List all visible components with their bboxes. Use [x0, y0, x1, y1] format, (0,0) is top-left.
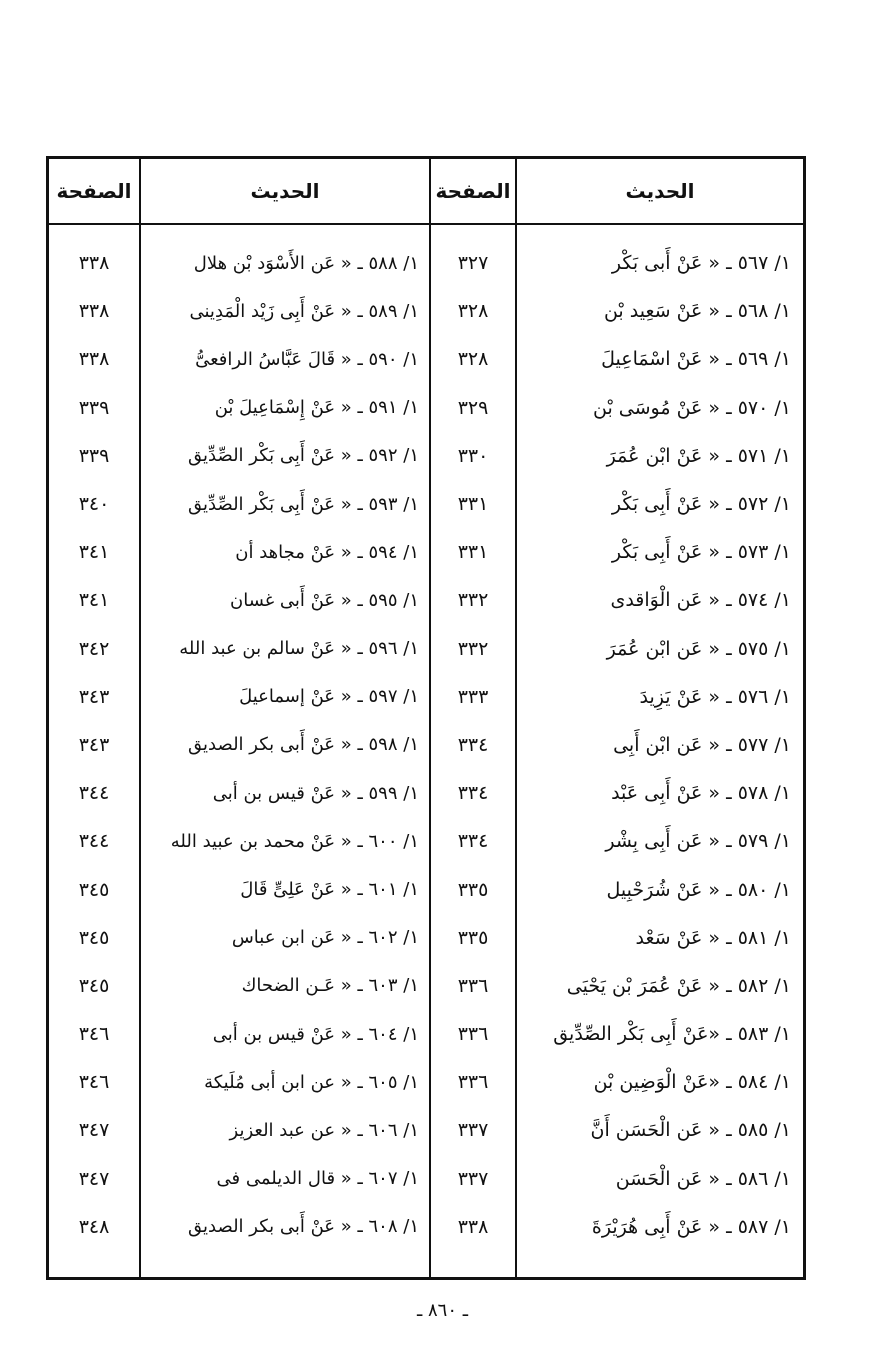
left-page-number: ٣٤٥ [78, 974, 110, 997]
right-page-number: ٣٣١ [457, 541, 489, 564]
right-hadith-entry: ١/ ٥٨٤ ـ «عَنْ الْوَضِين بْن [593, 1071, 791, 1094]
left-hadith-entry: ١/ ٥٩٧ ـ « عَنْ إسماعيلَ [239, 686, 419, 708]
right-page-number: ٣٣٧ [457, 1167, 489, 1190]
left-page-number: ٣٣٩ [78, 444, 110, 467]
right-hadith-entry: ١/ ٥٦٧ ـ « عَنْ أَبى بَكْر [611, 252, 791, 275]
left-hadith-list [141, 225, 429, 1251]
left-page-number: ٣٤١ [78, 541, 110, 564]
left-page-header: الصفحة [49, 159, 139, 225]
left-page-number: ٣٤٤ [78, 830, 110, 853]
right-hadith-entry: ١/ ٥٧٩ ـ « عَن أَبِى بِشْر [605, 830, 791, 853]
left-hadith-entry: ١/ ٦٠٠ ـ « عَنْ محمد بن عبيد الله [170, 830, 419, 852]
right-hadith-header: الحديث [517, 159, 803, 225]
left-page-number: ٣٤٧ [78, 1119, 110, 1142]
left-page-number: ٣٣٩ [78, 396, 110, 419]
right-page-list [431, 225, 515, 1251]
left-hadith-entry: ١/ ٥٩٨ ـ « عَنْ أَبى بكر الصديق [187, 734, 419, 756]
left-hadith-entry: ١/ ٦٠٤ ـ « عَنْ قيس بن أبى [212, 1023, 419, 1045]
right-page-number: ٣٢٨ [457, 300, 489, 323]
left-hadith-column [139, 159, 429, 1277]
left-hadith-entry: ١/ ٦٠٦ ـ « عن عبد العزيز [229, 1119, 419, 1141]
left-page-list [49, 225, 139, 1251]
page-number: ـ ٨٦٠ ـ [416, 1300, 468, 1321]
right-page-number: ٣٣٢ [457, 637, 489, 660]
left-hadith-entry: ١/ ٥٩٣ ـ « عَنْ أَبِى بَكْر الصِّدِّيق [187, 493, 419, 515]
right-hadith-entry: ١/ ٥٨٢ ـ « عَنْ عُمَرَ بْن يَحْيَى [566, 974, 791, 997]
right-hadith-entry: ١/ ٥٧٢ ـ « عَنْ أَبِى بَكْر [611, 493, 791, 516]
right-hadith-list [517, 225, 803, 1251]
left-hadith-entry: ١/ ٦٠٧ ـ « قال الديلمى فى [216, 1168, 419, 1190]
right-page-number: ٣٣٤ [457, 782, 489, 805]
right-page-number: ٣٣٤ [457, 830, 489, 853]
left-page-number: ٣٣٨ [78, 348, 110, 371]
right-page-number: ٣٣٨ [457, 1215, 489, 1238]
left-page-number: ٣٤١ [78, 589, 110, 612]
right-hadith-entry: ١/ ٥٦٩ ـ « عَنْ اسْمَاعِيلَ [601, 348, 791, 371]
right-page-number: ٣٢٧ [457, 252, 489, 275]
left-hadith-entry: ١/ ٥٩١ ـ « عَنْ إِسْمَاعِيلَ بْن [214, 397, 419, 419]
right-hadith-entry: ١/ ٥٦٨ ـ « عَنْ سَعِيد بْن [603, 300, 791, 323]
right-hadith-entry: ١/ ٥٧٦ ـ « عَنْ يَزِيدَ [639, 685, 791, 708]
right-page-number: ٣٣٧ [457, 1119, 489, 1142]
left-hadith-entry: ١/ ٥٩٤ ـ « عَنْ مجاهد أن [235, 541, 419, 563]
left-hadith-entry: ١/ ٥٨٩ ـ « عَنْ أَبِى زَيْد الْمَدِينى [189, 300, 419, 322]
right-hadith-entry: ١/ ٥٧٧ ـ « عَن ابْن أَبِى [613, 733, 791, 756]
left-page-number: ٣٤٤ [78, 782, 110, 805]
left-hadith-entry: ١/ ٦٠٣ ـ « عَـن الضحاك [241, 975, 419, 997]
left-hadith-entry: ١/ ٦٠١ ـ « عَنْ عَلِىٍّ قَالَ [240, 879, 419, 901]
left-page-number: ٣٤٣ [78, 733, 110, 756]
left-page-number: ٣٤٥ [78, 878, 110, 901]
right-hadith-entry: ١/ ٥٨٦ ـ « عَن الْحَسَن [615, 1167, 791, 1190]
left-page-number: ٣٤٥ [78, 926, 110, 949]
right-page-number: ٣٣٣ [457, 685, 489, 708]
right-page-number: ٣٣٦ [457, 974, 489, 997]
right-page-number: ٣٣٠ [457, 444, 489, 467]
left-hadith-entry: ١/ ٦٠٢ ـ « عَن ابن عباس [231, 927, 419, 949]
right-hadith-entry: ١/ ٥٨٧ ـ « عَنْ أَبِى هُرَيْرَةَ [591, 1215, 791, 1238]
right-page-number: ٣٣٦ [457, 1071, 489, 1094]
right-page-number: ٣٣٥ [457, 926, 489, 949]
left-hadith-entry: ١/ ٦٠٨ ـ « عَنْ أَبى بكر الصديق [187, 1216, 419, 1238]
right-hadith-entry: ١/ ٥٧٤ ـ « عَن الْوَاقدى [610, 589, 791, 612]
left-page-number: ٣٣٨ [78, 252, 110, 275]
left-page-number: ٣٣٨ [78, 300, 110, 323]
left-page-number: ٣٤٧ [78, 1167, 110, 1190]
right-hadith-entry: ١/ ٥٨٠ ـ « عَنْ شُرَحْبِيل [606, 878, 791, 901]
right-page-number: ٣٢٨ [457, 348, 489, 371]
right-page-number: ٣٣٢ [457, 589, 489, 612]
left-page-number: ٣٤٣ [78, 685, 110, 708]
left-hadith-entry: ١/ ٥٩٦ ـ « عَنْ سالم بن عبد الله [179, 638, 419, 660]
left-hadith-entry: ١/ ٦٠٥ ـ « عن ابن أبى مُلَيكة [204, 1071, 419, 1093]
right-hadith-entry: ١/ ٥٧٨ ـ « عَنْ أَبِى عَبْد [611, 782, 791, 805]
right-hadith-entry: ١/ ٥٨٣ ـ «عَنْ أَبِى بَكْر الصِّدِّيق [553, 1023, 791, 1046]
right-page-number: ٣٣١ [457, 493, 489, 516]
left-hadith-entry: ١/ ٥٩٩ ـ « عَنْ قيس بن أبى [212, 782, 419, 804]
right-page-number: ٣٣٦ [457, 1023, 489, 1046]
left-hadith-entry: ١/ ٥٩٥ ـ « عَنْ أَبى غسان [229, 589, 419, 611]
right-page-column [429, 159, 517, 1277]
right-hadith-entry: ١/ ٥٨٥ ـ « عَن الْحَسَن أَنَّ [590, 1119, 791, 1142]
right-page-header: الصفحة [431, 159, 515, 225]
left-hadith-header: الحديث [141, 159, 429, 225]
right-page-number: ٣٣٥ [457, 878, 489, 901]
left-hadith-entry: ١/ ٥٩٢ ـ « عَنْ أَبِى بَكْر الصِّدِّيق [187, 445, 419, 467]
hadith-index-table [46, 156, 806, 1280]
left-hadith-entry: ١/ ٥٨٨ ـ « عَن الأَسْوَد بْن هلال [193, 252, 419, 274]
left-page-number: ٣٤٢ [78, 637, 110, 660]
left-hadith-entry: ١/ ٥٩٠ ـ « قَالَ عَبَّاسُ الرافعىُّ [195, 348, 419, 370]
right-page-number: ٣٣٤ [457, 733, 489, 756]
right-hadith-entry: ١/ ٥٧٠ ـ « عَنْ مُوسَى بْن [593, 396, 791, 419]
right-hadith-entry: ١/ ٥٧٣ ـ « عَنْ أَبِى بَكْر [611, 541, 791, 564]
right-hadith-entry: ١/ ٥٧١ ـ « عَنْ ابْن عُمَرَ [606, 444, 791, 467]
right-hadith-column [517, 159, 803, 1277]
right-hadith-entry: ١/ ٥٨١ ـ « عَنْ سَعْد [635, 926, 791, 949]
left-page-number: ٣٤٦ [78, 1071, 110, 1094]
left-page-column [49, 159, 139, 1277]
left-page-number: ٣٤٠ [78, 493, 110, 516]
right-page-number: ٣٢٩ [457, 396, 489, 419]
right-hadith-entry: ١/ ٥٧٥ ـ « عَن ابْن عُمَرَ [606, 637, 791, 660]
left-page-number: ٣٤٦ [78, 1023, 110, 1046]
left-page-number: ٣٤٨ [78, 1215, 110, 1238]
